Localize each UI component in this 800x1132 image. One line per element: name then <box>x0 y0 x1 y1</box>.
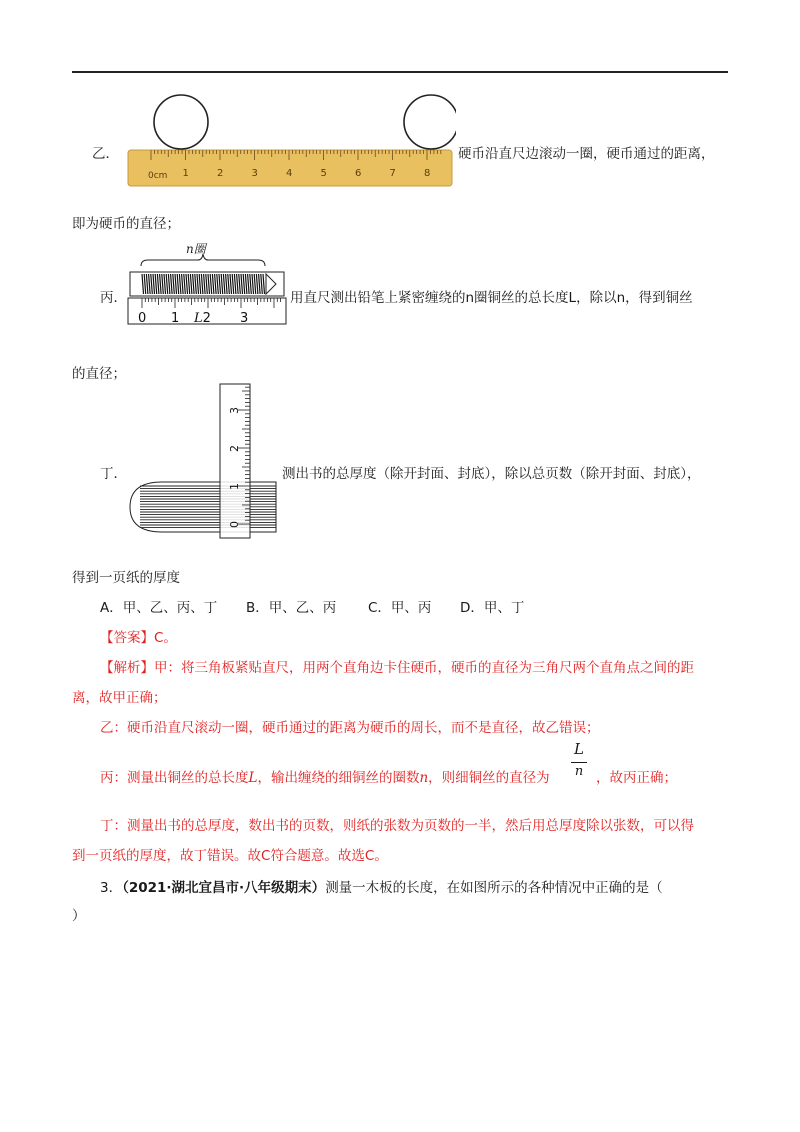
coin-left <box>154 95 208 149</box>
question3-number: 3． <box>100 880 123 896</box>
ding-text-line2: 得到一页纸的厚度 <box>72 570 180 586</box>
bing-text-line1: 用直尺测出铅笔上紧密缠绕的n圈铜丝的总长度L，除以n，得到铜丝 <box>290 290 693 306</box>
header-rule <box>72 71 728 73</box>
analysis-bing <box>100 766 550 786</box>
ruler-number: 3 <box>240 311 249 326</box>
coin-right <box>404 95 456 149</box>
fraction-bar <box>571 762 587 763</box>
answer: 【答案】C。 <box>100 630 177 646</box>
analysis-bing-end: ，故丙正确； <box>596 770 677 786</box>
question3-source: （2021·湖北宜昌市·八年级期末） <box>122 880 326 896</box>
fig-n-label: n圈 <box>186 242 206 256</box>
ruler-number: 1 <box>228 483 241 490</box>
question3-close: ） <box>72 908 86 924</box>
option-b: B．甲、乙、丙 <box>246 600 337 616</box>
ruler-number: 3 <box>251 168 258 179</box>
ruler-number: 0 <box>228 521 241 528</box>
question3-text: 测量一木板的长度，在如图所示的各种情况中正确的是（ <box>325 880 663 896</box>
label-ding: 丁． <box>100 466 127 482</box>
ruler-number: 5 <box>320 168 327 179</box>
analysis-ding-line2: 到一页纸的厚度，故丁错误。故C符合题意。故选C。 <box>72 848 388 864</box>
ruler-number: 2 <box>217 168 224 179</box>
fraction-denominator: n <box>574 764 584 779</box>
figure-copper-wire <box>126 238 288 328</box>
option-a: A．甲、乙、丙、丁 <box>100 600 218 616</box>
yi-text-line2: 即为硬币的直径； <box>72 216 180 232</box>
analysis-bing-L: L <box>248 770 258 786</box>
analysis-bing-mid: ，输出缠绕的细铜丝的圈数 <box>257 770 420 786</box>
ruler-number: 6 <box>355 168 362 179</box>
analysis-bing-pre: 丙：测量出铜丝的总长度 <box>100 770 249 786</box>
fraction-numerator: L <box>574 740 584 758</box>
ruler-number: 1 <box>171 311 180 326</box>
ruler-number: 1 <box>182 168 189 179</box>
figure-coin-ruler <box>126 92 456 190</box>
ruler-number: 7 <box>389 168 396 179</box>
ruler-number: L2 <box>194 311 211 326</box>
label-yi: 乙． <box>92 146 119 162</box>
analysis-jia-line2: 离，故甲正确； <box>72 690 167 706</box>
bing-text-line2: 的直径； <box>72 366 126 382</box>
yi-text-line1: 硬币沿直尺边滚动一圈，硬币通过的距离， <box>458 146 715 162</box>
ruler-number: 4 <box>286 168 293 179</box>
label-bing: 丙． <box>100 290 127 306</box>
ruler-unit-label: 0cm <box>148 171 168 181</box>
analysis-yi: 乙：硬币沿直尺滚动一圈，硬币通过的距离为硬币的周长，而不是直径，故乙错误； <box>100 720 600 736</box>
ruler-number: 0 <box>138 311 147 326</box>
analysis-bing-n: n <box>419 770 429 786</box>
option-c: C．甲、丙 <box>368 600 432 616</box>
figure-book-thickness <box>126 382 286 542</box>
ding-text-line1: 测出书的总厚度（除开封面、封底），除以总页数（除开封面、封底）， <box>282 466 701 482</box>
ruler-number: 3 <box>228 407 241 414</box>
question3 <box>100 876 663 896</box>
ruler-number: 2 <box>228 445 241 452</box>
option-d: D．甲、丁 <box>460 600 525 616</box>
ruler-number: 8 <box>424 168 431 179</box>
analysis-bing-post: ，则细铜丝的直径为 <box>428 770 550 786</box>
analysis-ding-line1: 丁：测量出书的总厚度，数出书的页数，则纸的张数为页数的一半，然后用总厚度除以张数，可以得 <box>100 818 694 834</box>
analysis-jia-line1: 【解析】甲：将三角板紧贴直尺，用两个直角边卡住硬币，硬币的直径为三角尺两个直角点之间的距 <box>100 660 694 676</box>
